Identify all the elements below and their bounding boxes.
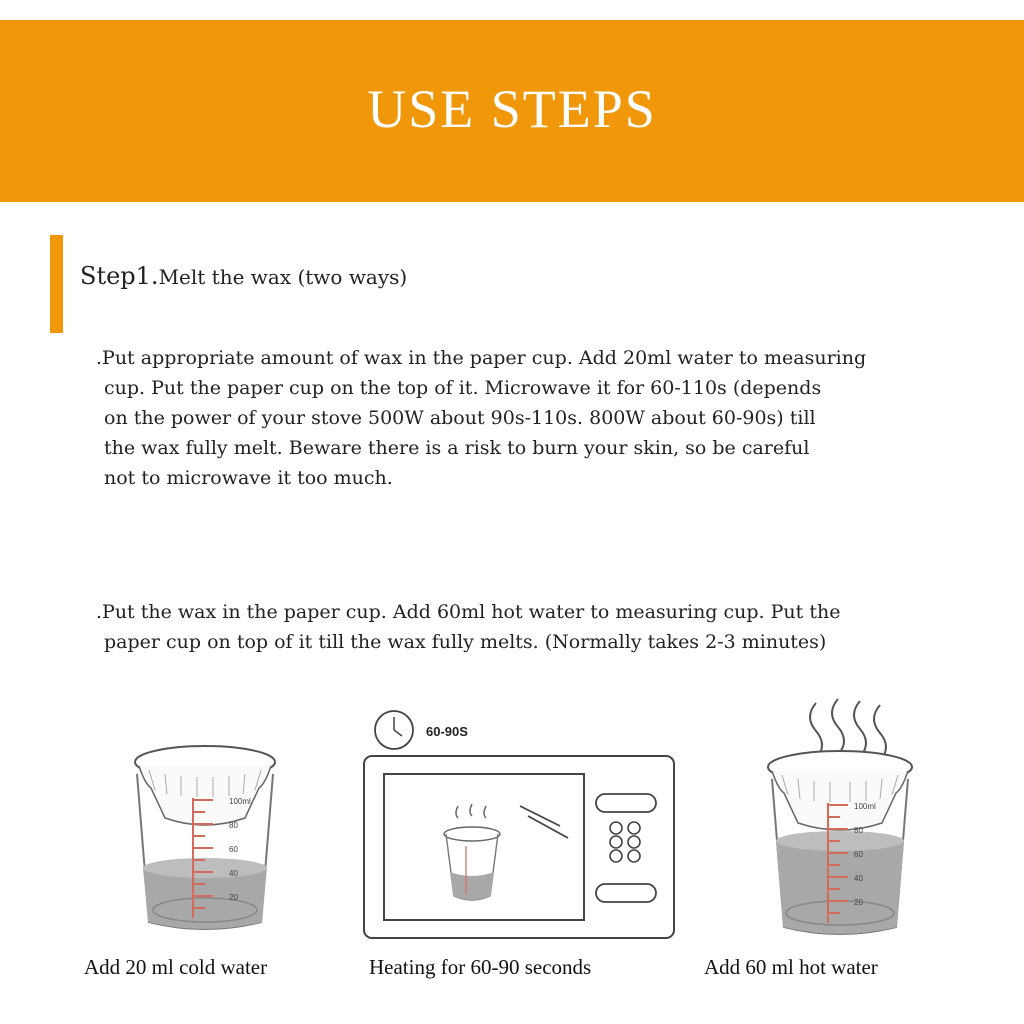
step-subtitle: Melt the wax (two ways)	[158, 265, 408, 289]
scale-label: 40	[229, 869, 238, 878]
scale-label: 100ml	[229, 797, 251, 806]
header-banner	[0, 20, 1024, 202]
page-title: USE STEPS	[367, 79, 657, 139]
method-two-line: paper cup on top of it till the wax fully melts. (Normally takes 2-3 minutes)	[104, 631, 827, 653]
step-accent-bar	[50, 235, 63, 333]
method-one-text	[96, 343, 866, 493]
method-one-line: .Put appropriate amount of wax in the paper cup. Add 20ml water to measuring	[96, 347, 867, 369]
method-one-line: cup. Put the paper cup on the top of it. Microwave it for 60-110s (depends	[104, 377, 822, 399]
timer-label: 60-90S	[426, 724, 468, 739]
caption-heating: Heating for 60-90 seconds	[369, 955, 592, 979]
step-label: Step1.	[80, 262, 159, 290]
scale-label: 20	[229, 893, 238, 902]
scale-label: 60	[854, 850, 863, 859]
measuring-cup-cold-water-icon	[125, 740, 285, 940]
scale-label: 80	[229, 821, 238, 830]
scale-label: 80	[854, 826, 863, 835]
caption-hot-water: Add 60 ml hot water	[704, 955, 878, 979]
scale-label: 20	[854, 898, 863, 907]
microwave-icon	[362, 754, 676, 940]
method-one-line: not to microwave it too much.	[104, 467, 393, 489]
method-one-line: the wax fully melt. Beware there is a risk to burn your skin, so be careful	[104, 437, 810, 459]
clock-icon	[375, 711, 413, 749]
timer	[372, 708, 492, 752]
scale-label: 100ml	[854, 802, 876, 811]
measuring-cup-hot-water-icon	[760, 695, 920, 945]
method-two-line: .Put the wax in the paper cup. Add 60ml hot water to measuring cup. Put the	[96, 601, 841, 623]
scale-label: 40	[854, 874, 863, 883]
step-heading	[80, 262, 407, 290]
scale-label: 60	[229, 845, 238, 854]
method-one-line: on the power of your stove 500W about 90s-110s. 800W about 60-90s) till	[104, 407, 816, 429]
method-two-text	[96, 597, 840, 657]
caption-cold-water: Add 20 ml cold water	[84, 955, 268, 979]
